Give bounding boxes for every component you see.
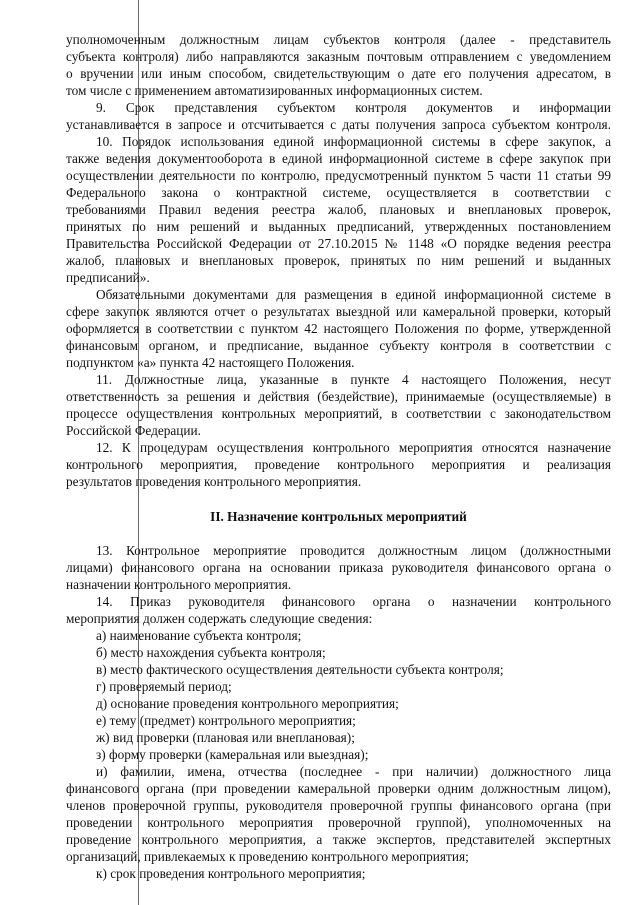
text-line: жалоб, плановых и внеплановых проверок, принятых по ним решений и выданных (66, 253, 611, 268)
text-line: Федерального закона о контрактной системе, осуществляется в соответствии с (66, 185, 611, 200)
text-line: требованиями Правил ведения реестра жалоб, плановых и внеплановых проверок, (66, 202, 611, 217)
text-line: результатов проведения контрольного мероприятия. (66, 474, 362, 489)
list-item: д) основание проведения контрольного мероприятия; (96, 696, 399, 711)
text-line: принятых по ним решений и выданных предписаний, утвержденных постановлением (66, 219, 611, 234)
text-line: финансовым органом, и предписание, выданное субъекту контроля в соответствии с (66, 338, 611, 353)
paragraph-start: Обязательными документами для размещения в единой информационной системе в (96, 287, 611, 302)
paragraph-start: 11. Должностные лица, указанные в пункте 4 настоящего Положения, несут (96, 372, 611, 387)
text-line: проведение контрольного мероприятия, а также экспертов, представителей экспертных (66, 832, 611, 847)
text-line: лицами) финансового органа на основании приказа руководителя финансового органа о (66, 560, 611, 575)
section-heading: II. Назначение контрольных мероприятий (210, 509, 467, 524)
text-line: устанавливается в запросе и отсчитывается с даты получения запроса субъектом контроля. (66, 117, 611, 132)
paragraph-start: 13. Контрольное мероприятие проводится должностным лицом (должностными (96, 543, 611, 558)
text-line: Правительства Российской Федерации от 27.10.2015 № 1148 «О порядке ведения реестра (66, 236, 611, 251)
text-line: субъекта контроля) либо направляются заказным почтовым отправлением с уведомлением (66, 49, 611, 64)
paragraph-start: 14. Приказ руководителя финансового органа о назначении контрольного (96, 594, 611, 609)
text-line: мероприятия должен содержать следующие сведения: (66, 611, 373, 626)
list-item: б) место нахождения субъекта контроля; (96, 645, 326, 660)
text-line: финансового органа (при проведении камеральной проверки одним должностным лицом), (66, 781, 611, 796)
list-item: в) место фактического осуществления деятельности субъекта контроля; (96, 662, 504, 677)
text-line: также ведения документооборота в единой информационной системе в сфере закупок при (66, 151, 611, 166)
list-item: и) фамилии, имена, отчества (последнее - при наличии) должностного лица (96, 764, 611, 779)
text-line: проведении контрольного мероприятия проверочной группой), уполномоченных на (66, 815, 611, 830)
list-item: з) форму проверки (камеральная или выездная); (96, 747, 369, 762)
paragraph-start: 12. К процедурам осуществления контрольного мероприятия относятся назначение (96, 440, 611, 455)
text-line: организаций, привлекаемых к проведению контрольного мероприятия; (66, 849, 469, 864)
list-item: г) проверяемый период; (96, 679, 232, 694)
list-item: ж) вид проверки (плановая или внеплановая); (96, 730, 355, 745)
text-line: подпунктом «а» пункта 42 настоящего Положения. (66, 355, 355, 370)
text-line: о вручении или иным способом, свидетельствующим о дате его получения адресатом, в (66, 66, 611, 81)
text-line: процессе осуществления контрольных мероприятий, в соответствии с законодательством (66, 406, 611, 421)
text-line: членов проверочной группы, руководителя проверочной группы финансового органа (при (66, 798, 611, 813)
text-line: предписаний». (66, 270, 150, 285)
text-line: ответственность за решения и действия (бездействие), принимаемые (осуществляемые) в (66, 389, 611, 404)
list-item: к) срок проведения контрольного мероприятия; (96, 866, 366, 881)
paragraph-start: 9. Срок представления субъектом контроля документов и информации (96, 100, 611, 115)
list-item: е) тему (предмет) контрольного мероприятия; (96, 713, 356, 728)
paragraph-start: 10. Порядок использования единой информационной системы в сфере закупок, а (96, 134, 611, 149)
text-line: том числе с применением автоматизированных информационных систем. (66, 83, 483, 98)
text-line: оформляется в соответствии с пунктом 42 настоящего Положения по форме, утвержденной (66, 321, 611, 336)
list-item: а) наименование субъекта контроля; (96, 628, 302, 643)
text-line: Российской Федерации. (66, 423, 201, 438)
text-line: сфере закупок являются отчет о результатах выездной или камеральной проверки, который (66, 304, 611, 319)
text-line: уполномоченным должностным лицам субъектов контроля (далее - представитель (66, 32, 611, 47)
text-line: контрольного мероприятия, проведение контрольного мероприятия и реализация (66, 457, 611, 472)
text-line: назначении контрольного мероприятия. (66, 577, 292, 592)
text-line: осуществлении деятельности по контролю, предусмотренный пунктом 5 части 11 статьи 99 (66, 168, 611, 183)
